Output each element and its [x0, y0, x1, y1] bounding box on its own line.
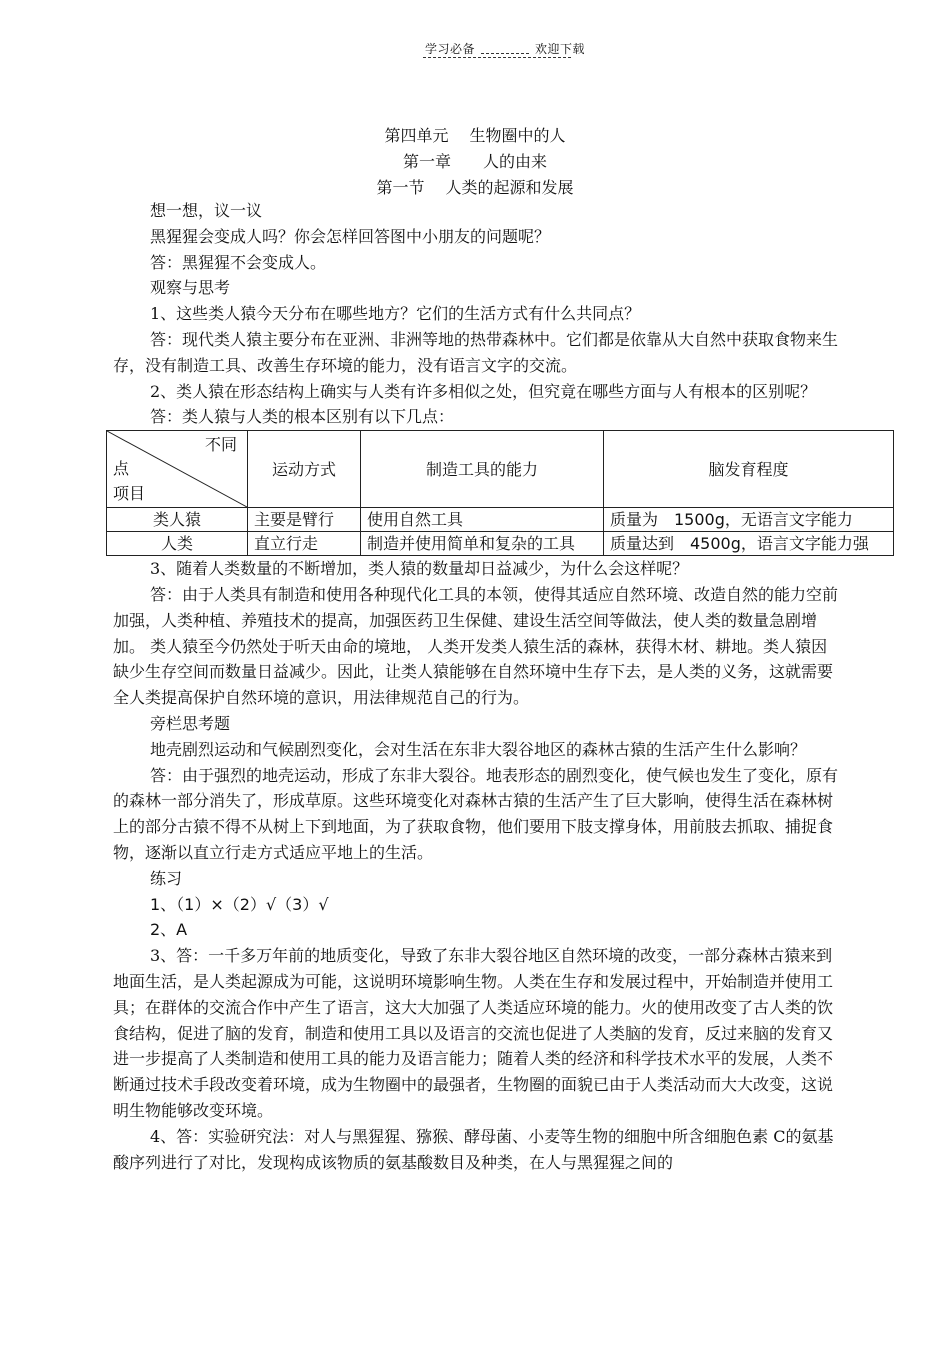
exercise-4: 4、答：实验研究法：对人与黑猩猩、猕猴、酵母菌、小麦等生物的细胞中所含细胞色素 C的氨基酸序列进行了对比，发现构成该物质的氨基酸数目及种类，在人与黑猩猩之间的	[113, 1126, 834, 1172]
table-header-row	[107, 431, 894, 508]
table-header-cell: 脑发育程度	[604, 431, 894, 508]
answer-1: 答：现代类人猿主要分布在亚洲、非洲等地的热带森林中。它们都是依靠从大自然中获取食物来生存，没有制造工具、改善生存环境的能力，没有语言文字的交流。	[113, 329, 839, 375]
question-3: 3、随着人类数量的不断增加，类人猿的数量却日益减少，为什么会这样呢？	[150, 559, 689, 579]
document-body	[113, 198, 869, 1175]
unit-title: 第四单元 生物圈中的人	[384, 126, 566, 145]
table-row	[107, 508, 894, 532]
question-sidebar: 地壳剧烈运动和气候剧烈变化，会对生活在东非大裂谷地区的森林古猿的生活产生什么影响？	[150, 739, 807, 759]
heading-exercise: 练习	[150, 868, 183, 888]
exercise-2: 2、A	[150, 920, 188, 940]
question-1: 1、这些类人猿今天分布在哪些地方？它们的生活方式有什么共同点？	[150, 304, 641, 324]
header-left: 学习必备	[425, 42, 476, 56]
heading-think: 想一想，议一议	[150, 201, 263, 220]
table-cell: 制造并使用简单和复杂的工具	[361, 532, 604, 556]
corner-label-bottom: 项目	[113, 484, 146, 504]
page-header	[425, 40, 585, 57]
corner-label-top: 不同	[204, 435, 237, 455]
chapter-title: 第一章 人的由来	[402, 152, 547, 171]
question-2: 2、类人猿在形态结构上确实与人类有许多相似之处，但究竟在哪些方面与人有根本的区别呢？	[150, 381, 817, 401]
question-chimp: 黑猩猩会变成人吗？你会怎样回答图中小朋友的问题呢？	[150, 226, 551, 246]
table-cell: 直立行走	[248, 532, 361, 556]
table-cell: 质量达到 4500g，语言文字能力强	[604, 532, 894, 556]
table-corner-cell	[107, 431, 248, 508]
table-header-cell: 制造工具的能力	[361, 431, 604, 508]
table-cell: 类人猿	[107, 508, 248, 532]
answer-2: 答：类人猿与人类的根本区别有以下几点：	[150, 407, 455, 427]
table-cell: 主要是臂行	[248, 508, 361, 532]
header-right: 欢迎下载	[535, 42, 586, 56]
section-title: 第一节 人类的起源和发展	[376, 178, 574, 197]
heading-observe: 观察与思考	[150, 278, 231, 298]
comparison-table	[106, 430, 894, 556]
heading-sidebar: 旁栏思考题	[150, 713, 231, 733]
table-cell: 人类	[107, 532, 248, 556]
table-header-cell: 运动方式	[248, 431, 361, 508]
answer-chimp: 答：黑猩猩不会变成人。	[150, 252, 327, 272]
header-underline	[423, 57, 571, 58]
table-row	[107, 532, 894, 556]
table-cell: 使用自然工具	[361, 508, 604, 532]
corner-label-mid: 点	[113, 459, 130, 479]
exercise-3: 3、答：一千多万年前的地质变化，导致了东非大裂谷地区自然环境的改变，一部分森林古猿来到地面生活，是人类起源成为可能，这说明环境影响生物。人类在生存和发展过程中，开始制造并使用工具；在群体的交流合作中产生了语言，这大大加强了人类适应环境的能力。火的使用改变了古人类的饮食结构，促进了脑的发育，制造和使用工具以及语言的交流也促进了人类脑的发育，反过来脑的发育又进一步提高了人类制造和使用工具的能力及语言能力；随着人类的经济和科学技术水平的发展，人类不断通过技术手段改变着环境，成为生物圈中的最强者，生物圈的面貌已由于人类活动而大大改变，这说明生物能够改变环境。	[113, 946, 834, 1120]
exercise-1: 1、（1）×（2）√（3）√	[150, 894, 329, 914]
answer-sidebar: 答：由于强烈的地壳运动，形成了东非大裂谷。地表形态的剧烈变化，使气候也发生了变化，原有的森林一部分消失了，形成草原。这些环境变化对森林古猿的生活产生了巨大影响，使得生活在森林树上的部分古猿不得不从树上下到地面，为了获取食物，他们要用下肢支撑身体，用前肢去抓取、捕捉食物，逐渐以直立行走方式适应平地上的生活。	[113, 765, 839, 862]
answer-3: 答：由于人类具有制造和使用各种现代化工具的本领，使得其适应自然环境、改造自然的能力空前加强，人类种植、养殖技术的提高，加强医药卫生保健、建设生活空间等做法，使人类的数量急剧增加。 类人猿至今仍然处于听天由命的境地， 人类开发类人猿生活的森林，获得木材、耕地。类人猿因缺少生存空间而数量日益减少。因此，让类人猿能够在自然环境中生存下去，是人类的义务，这就需要全人类提高保护自然环境的意识，用法律规范自己的行为。	[113, 584, 839, 708]
table-cell: 质量为 1500g，无语言文字能力	[604, 508, 894, 532]
header-dash	[481, 43, 529, 54]
